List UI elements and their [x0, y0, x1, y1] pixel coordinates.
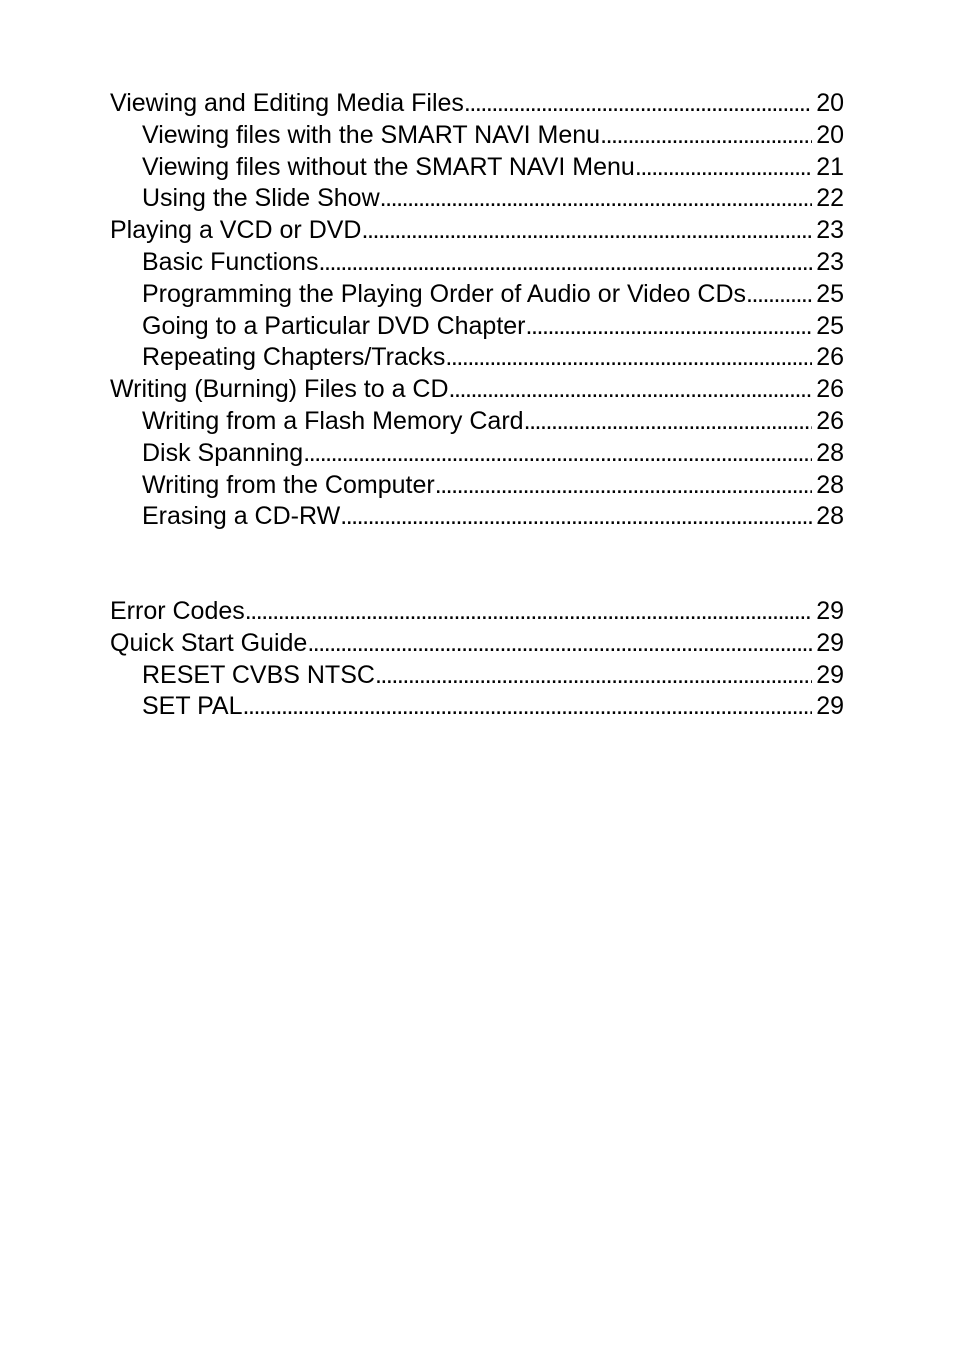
toc-entry-title: Using the Slide Show [142, 184, 380, 213]
toc-leader-dots [307, 628, 812, 660]
toc-entry-page: 26 [816, 406, 844, 435]
toc-entry[interactable] [110, 660, 844, 692]
toc-section-appendix [110, 596, 844, 723]
toc-leader-dots [245, 596, 812, 628]
toc-entry-title: Writing from a Flash Memory Card [142, 406, 524, 435]
toc-entry[interactable] [110, 406, 844, 438]
toc-leader-dots [303, 438, 812, 470]
toc-entry-title: RESET CVBS NTSC [142, 660, 375, 689]
toc-entry-page: 29 [816, 660, 844, 689]
toc-leader-dots [464, 88, 812, 120]
toc-entry-title: Playing a VCD or DVD [110, 216, 362, 245]
toc-leader-dots [361, 215, 812, 247]
toc-entry[interactable] [110, 311, 844, 343]
toc-entry[interactable] [110, 628, 844, 660]
toc-entry-title: SET PAL [142, 692, 243, 721]
toc-leader-dots [435, 470, 812, 502]
toc-entry[interactable] [110, 501, 844, 533]
toc-leader-dots [375, 660, 812, 692]
toc-entry[interactable] [110, 470, 844, 502]
toc-entry[interactable] [110, 374, 844, 406]
toc-entry-title: Writing (Burning) Files to a CD [110, 375, 449, 404]
toc-leader-dots [526, 311, 813, 343]
toc-entry-title: Viewing and Editing Media Files [110, 89, 464, 117]
toc-entry-title: Going to a Particular DVD Chapter [142, 311, 526, 340]
toc-entry-title: Programming the Playing Order of Audio or Video CDs [142, 279, 747, 308]
toc-entry-page: 21 [816, 152, 844, 181]
toc-entry[interactable] [110, 691, 844, 723]
toc-leader-dots [746, 279, 812, 311]
toc-entry[interactable] [110, 120, 844, 152]
toc-leader-dots [243, 691, 813, 723]
toc-leader-dots [524, 406, 813, 438]
toc-entry-page: 25 [816, 279, 844, 308]
toc-entry-page: 20 [816, 89, 844, 117]
toc-entry-page: 26 [816, 343, 844, 372]
toc-entry-title: Quick Start Guide [110, 628, 308, 657]
toc-entry-title: Basic Functions [142, 247, 319, 276]
toc-leader-dots [340, 501, 812, 533]
toc-entry-page: 29 [816, 628, 844, 657]
toc-entry-page: 22 [816, 184, 844, 213]
toc-leader-dots [449, 374, 813, 406]
toc-entry-page: 25 [816, 311, 844, 340]
toc-entry-title: Erasing a CD-RW [142, 502, 341, 531]
toc-entry-title: Viewing files without the SMART NAVI Menu [142, 152, 635, 181]
toc-entry[interactable] [110, 342, 844, 374]
toc-entry-title: Viewing files with the SMART NAVI Menu [142, 120, 601, 149]
toc-entry-page: 29 [816, 692, 844, 721]
toc-entry-title: Error Codes [110, 597, 245, 625]
toc-entry-page: 26 [816, 375, 844, 404]
toc-leader-dots [635, 152, 812, 184]
toc-leader-dots [318, 247, 812, 279]
toc-entry[interactable] [110, 438, 844, 470]
toc-entry-page: 23 [816, 216, 844, 245]
toc-entry-title: Disk Spanning [142, 438, 304, 467]
toc-section-main [110, 88, 844, 533]
toc-entry-page: 23 [816, 247, 844, 276]
toc-entry[interactable] [110, 247, 844, 279]
toc-leader-dots [380, 183, 813, 215]
toc-entry[interactable] [110, 279, 844, 311]
toc-entry[interactable] [110, 88, 844, 120]
toc-leader-dots [600, 120, 812, 152]
toc-entry-title: Writing from the Computer [142, 470, 435, 499]
toc-entry[interactable] [110, 215, 844, 247]
toc-entry[interactable] [110, 152, 844, 184]
toc-entry-page: 28 [816, 502, 844, 531]
toc-entry-title: Repeating Chapters/Tracks [142, 343, 446, 372]
toc-leader-dots [445, 342, 812, 374]
toc-entry[interactable] [110, 596, 844, 628]
toc-entry-page: 20 [816, 120, 844, 149]
toc-entry-page: 29 [816, 597, 844, 625]
toc-entry[interactable] [110, 183, 844, 215]
toc-entry-page: 28 [816, 470, 844, 499]
toc-entry-page: 28 [816, 438, 844, 467]
